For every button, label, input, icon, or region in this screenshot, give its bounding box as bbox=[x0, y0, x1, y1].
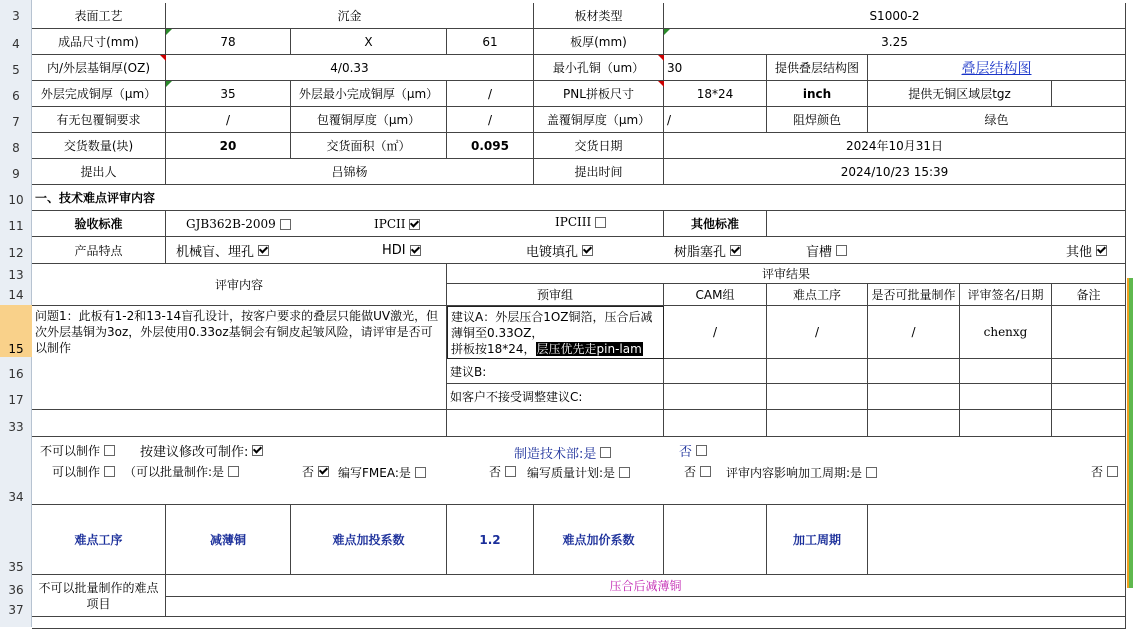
feature-hdi-label: HDI bbox=[382, 242, 406, 258]
row33-cam[interactable] bbox=[664, 410, 767, 437]
cell-area-value[interactable]: 0.095 bbox=[447, 133, 534, 159]
row16-batch[interactable] bbox=[868, 359, 960, 384]
comment-indicator bbox=[664, 29, 670, 35]
row-number[interactable]: 11 bbox=[8, 219, 24, 233]
cell-proposer-label[interactable]: 提出人 bbox=[32, 159, 166, 185]
quality-plan-label: 编写质量计划:是 bbox=[527, 465, 616, 480]
suggestion-a-text: 建议A：外层压合1OZ铜箔，压合后减薄铜至0.33OZ， 拼板按18*24，层压优先走pin-lam bbox=[451, 310, 653, 356]
difficult-process-value[interactable]: / bbox=[767, 306, 868, 359]
batch-yes-label: （可以批量制作:是 bbox=[124, 464, 225, 479]
row16-note[interactable] bbox=[1052, 359, 1126, 384]
cycle-label: 评审内容影响加工周期:是 bbox=[726, 465, 863, 480]
row-number[interactable]: 6 bbox=[12, 89, 20, 103]
factor-cycle-value[interactable] bbox=[868, 505, 1126, 575]
row16-cam[interactable] bbox=[664, 359, 767, 384]
row33-pre[interactable] bbox=[447, 410, 664, 437]
mfg-dept-yes-option[interactable] bbox=[514, 444, 611, 460]
cell-cap-thk-label[interactable]: 盖覆铜厚度（μm） bbox=[534, 107, 664, 133]
feature-mech-label: 机械盲、埋孔 bbox=[176, 244, 255, 260]
row-number[interactable]: 35 bbox=[8, 560, 24, 574]
row33-diff[interactable] bbox=[767, 410, 868, 437]
comment-indicator bbox=[160, 55, 166, 61]
row33-sign[interactable] bbox=[960, 410, 1052, 437]
fmea-no-option[interactable] bbox=[489, 463, 516, 479]
note-value[interactable] bbox=[1052, 306, 1126, 359]
feature-plating-checkbox[interactable] bbox=[582, 245, 593, 256]
mfg-dept-yes-checkbox[interactable] bbox=[600, 447, 611, 458]
col-difficult-process[interactable]: 难点工序 bbox=[767, 284, 868, 306]
row17-batch[interactable] bbox=[868, 384, 960, 410]
cell-base-cu-label[interactable]: 内/外层基铜厚(OZ) bbox=[32, 55, 166, 81]
cell-qty-value[interactable]: 20 bbox=[166, 133, 291, 159]
modify-make-option[interactable] bbox=[140, 442, 263, 458]
comment-indicator bbox=[166, 81, 172, 87]
row-number[interactable]: 9 bbox=[12, 167, 20, 181]
batch-value[interactable]: / bbox=[868, 306, 960, 359]
factor-price-label[interactable]: 难点加价系数 bbox=[534, 505, 664, 575]
comment-indicator bbox=[166, 29, 172, 35]
feature-blind-slot-checkbox[interactable] bbox=[836, 245, 847, 256]
cell-stackup-link[interactable] bbox=[868, 55, 1126, 81]
cell-wrap-thk-value[interactable]: / bbox=[447, 107, 534, 133]
comment-indicator bbox=[658, 55, 664, 61]
gjb-option[interactable] bbox=[186, 216, 291, 232]
feature-resin-checkbox[interactable] bbox=[730, 245, 741, 256]
cell-wrap-req-label[interactable]: 有无包覆铜要求 bbox=[32, 107, 166, 133]
batch-no-label: 否 bbox=[302, 464, 315, 479]
mfg-dept-label: 制造技术部:是 bbox=[514, 446, 597, 462]
col-pre-review[interactable]: 预审组 bbox=[447, 284, 664, 306]
cell-size-width[interactable]: 78 bbox=[166, 29, 291, 55]
cannot-make-option[interactable] bbox=[40, 442, 115, 458]
cycle-no-checkbox[interactable] bbox=[1107, 466, 1118, 477]
feature-other[interactable] bbox=[1066, 242, 1107, 258]
cell-cap-thk-value[interactable]: / bbox=[664, 107, 767, 133]
row-number[interactable]: 4 bbox=[12, 37, 20, 51]
review-content-header[interactable]: 评审内容 bbox=[32, 264, 447, 306]
modify-make-label: 按建议修改可制作: bbox=[140, 444, 249, 460]
factor-diff-proc-label[interactable]: 难点工序 bbox=[32, 505, 166, 575]
col-cam[interactable]: CAM组 bbox=[664, 284, 767, 306]
can-make-option[interactable] bbox=[52, 463, 115, 479]
cell-date-label[interactable]: 交货日期 bbox=[534, 133, 664, 159]
cell-pnl-value[interactable]: 18*24 bbox=[664, 81, 767, 107]
mfg-dept-no-option[interactable] bbox=[679, 442, 707, 458]
cam-value[interactable]: / bbox=[664, 306, 767, 359]
row-number[interactable]: 37 bbox=[8, 603, 24, 617]
batch-yes-option[interactable] bbox=[124, 463, 239, 479]
cycle-yes-checkbox[interactable] bbox=[866, 467, 877, 478]
row16-sign[interactable] bbox=[960, 359, 1052, 384]
quality-plan-no-checkbox[interactable] bbox=[700, 466, 711, 477]
row33-note[interactable] bbox=[1052, 410, 1126, 437]
row-number[interactable]: 34 bbox=[8, 490, 24, 504]
row-number[interactable]: 10 bbox=[8, 193, 24, 207]
row-number[interactable]: 33 bbox=[8, 420, 24, 434]
cannot-make-label: 不可以制作 bbox=[40, 443, 101, 458]
row-number-selected[interactable]: 15 bbox=[0, 305, 32, 357]
batch-yes-checkbox[interactable] bbox=[228, 466, 239, 477]
cell-tgz-value[interactable] bbox=[1052, 81, 1126, 107]
row17-diff[interactable] bbox=[767, 384, 868, 410]
cell-area-label[interactable]: 交货面积（㎡） bbox=[291, 133, 447, 159]
fmea-no-checkbox[interactable] bbox=[505, 466, 516, 477]
can-make-checkbox[interactable] bbox=[104, 466, 115, 477]
cell-other-standard[interactable]: 其他标准 bbox=[664, 211, 767, 237]
cell-qty-label[interactable]: 交货数量(块) bbox=[32, 133, 166, 159]
cell-outer-min-label[interactable]: 外层最小完成铜厚（μm） bbox=[291, 81, 447, 107]
cycle-yes-option[interactable] bbox=[726, 464, 877, 480]
batch-items-label[interactable]: 不可以批量制作的难点项目 bbox=[32, 575, 166, 617]
feature-hdi-checkbox[interactable] bbox=[410, 245, 421, 256]
fmea-label: 编写FMEA:是 bbox=[338, 465, 411, 480]
sign-value[interactable]: chenxg bbox=[960, 306, 1052, 359]
cell-time-value[interactable]: 2024/10/23 15:39 bbox=[664, 159, 1126, 185]
cell-pnl-unit[interactable]: inch bbox=[767, 81, 868, 107]
row38-partial[interactable] bbox=[32, 617, 1126, 629]
cell-wrap-req-value[interactable]: / bbox=[166, 107, 291, 133]
stackup-link[interactable]: 叠层结构图 bbox=[961, 60, 1032, 77]
row37-value[interactable] bbox=[166, 597, 1126, 617]
cell-time-label[interactable]: 提出时间 bbox=[534, 159, 664, 185]
feature-resin[interactable] bbox=[674, 242, 741, 258]
cell-tgz-label[interactable]: 提供无铜区域层tgz bbox=[868, 81, 1052, 107]
row-number[interactable]: 36 bbox=[8, 583, 24, 597]
ipc2-checkbox[interactable] bbox=[409, 219, 420, 230]
cycle-no-label: 否 bbox=[1091, 464, 1104, 479]
row16-diff[interactable] bbox=[767, 359, 868, 384]
fmea-yes-checkbox[interactable] bbox=[415, 467, 426, 478]
row-number[interactable]: 17 bbox=[8, 393, 24, 407]
feature-other-checkbox[interactable] bbox=[1096, 245, 1107, 256]
feature-plating[interactable] bbox=[526, 242, 593, 258]
row-number[interactable]: 5 bbox=[12, 63, 20, 77]
ipc2-label: IPCII bbox=[374, 217, 406, 231]
mfg-dept-no-checkbox[interactable] bbox=[696, 445, 707, 456]
factor-add-value[interactable]: 1.2 bbox=[447, 505, 534, 575]
factor-add-label[interactable]: 难点加投系数 bbox=[291, 505, 447, 575]
row-number[interactable]: 12 bbox=[8, 246, 24, 260]
cell-stackup-label[interactable]: 提供叠层结构图 bbox=[767, 55, 868, 81]
cell-board-type-label[interactable]: 板材类型 bbox=[534, 3, 664, 29]
suggestion-c-cell[interactable]: 如客户不接受调整建议C: bbox=[447, 384, 664, 410]
can-make-label: 可以制作 bbox=[52, 464, 101, 479]
cell-feature-label[interactable]: 产品特点 bbox=[32, 237, 166, 264]
factor-thinning[interactable]: 减薄铜 bbox=[166, 505, 291, 575]
cell-thickness-value[interactable]: 3.25 bbox=[664, 29, 1126, 55]
feature-mech[interactable] bbox=[176, 242, 269, 258]
cell-mask-value[interactable]: 绿色 bbox=[868, 107, 1126, 133]
feature-hdi[interactable] bbox=[382, 242, 421, 258]
quality-plan-no-label: 否 bbox=[684, 464, 697, 479]
factor-cycle-label[interactable]: 加工周期 bbox=[767, 505, 868, 575]
col-batch[interactable]: 是否可批量制作 bbox=[868, 284, 960, 306]
quality-plan-yes-checkbox[interactable] bbox=[619, 467, 630, 478]
cell-outer-cu-label[interactable]: 外层完成铜厚（μm） bbox=[32, 81, 166, 107]
factor-price-value[interactable] bbox=[664, 505, 767, 575]
batch-no-option[interactable] bbox=[302, 463, 329, 479]
cell-features[interactable] bbox=[166, 237, 1126, 264]
cell-outer-min-value[interactable]: / bbox=[447, 81, 534, 107]
cell-size-label[interactable]: 成品尺寸(mm) bbox=[32, 29, 166, 55]
mfg-dept-no-label: 否 bbox=[679, 444, 693, 460]
quality-plan-no-option[interactable] bbox=[684, 463, 711, 479]
comment-indicator bbox=[658, 81, 664, 87]
ipc3-label: IPCIII bbox=[555, 215, 592, 229]
row-number[interactable]: 8 bbox=[12, 141, 20, 155]
cell-size-x[interactable]: X bbox=[291, 29, 447, 55]
question-cell[interactable]: 问题1：此板有1-2和13-14盲孔设计，按客户要求的叠层只能做UV激光，但次外层基铜为3oz，外层使用0.33oz基铜会有铜皮起皱风险，请评审是否可以制作 bbox=[32, 306, 447, 410]
gjb-label: GJB362B-2009 bbox=[186, 217, 276, 231]
feature-blind-slot-label: 盲槽 bbox=[806, 244, 833, 260]
gjb-checkbox[interactable] bbox=[280, 219, 291, 230]
feature-blind-slot[interactable] bbox=[806, 242, 847, 258]
feature-resin-label: 树脂塞孔 bbox=[674, 244, 727, 260]
cannot-make-checkbox[interactable] bbox=[104, 445, 115, 456]
cell-mask-label[interactable]: 阻焊颜色 bbox=[767, 107, 868, 133]
section-title[interactable]: 一、技术难点评审内容 bbox=[32, 185, 1126, 211]
cell-date-value[interactable]: 2024年10月31日 bbox=[664, 133, 1126, 159]
cell-board-type-value[interactable]: S1000-2 bbox=[664, 3, 1126, 29]
row-number[interactable]: 14 bbox=[8, 288, 24, 302]
cell-surface-label[interactable]: 表面工艺 bbox=[32, 3, 166, 29]
feature-mech-checkbox[interactable] bbox=[258, 245, 269, 256]
row17-note[interactable] bbox=[1052, 384, 1126, 410]
cell-size-height[interactable]: 61 bbox=[447, 29, 534, 55]
row-number[interactable]: 16 bbox=[8, 367, 24, 381]
suggestion-a-cell[interactable] bbox=[447, 306, 664, 359]
row33-left[interactable] bbox=[32, 410, 447, 437]
feature-plating-label: 电镀填孔 bbox=[526, 244, 579, 260]
suggestion-b-cell[interactable]: 建议B: bbox=[447, 359, 664, 384]
ipc2-option[interactable] bbox=[374, 216, 420, 232]
fmea-yes-option[interactable] bbox=[338, 464, 426, 480]
cell-base-cu-value[interactable]: 4/0.33 bbox=[166, 55, 534, 81]
cell-other-standard-value[interactable] bbox=[767, 211, 1126, 237]
right-edge-marker bbox=[1129, 278, 1133, 588]
col-note[interactable]: 备注 bbox=[1052, 284, 1126, 306]
cycle-no-option[interactable] bbox=[1091, 463, 1118, 479]
row17-cam[interactable] bbox=[664, 384, 767, 410]
batch-no-checkbox[interactable] bbox=[318, 466, 329, 477]
row33-batch[interactable] bbox=[868, 410, 960, 437]
quality-plan-yes-option[interactable] bbox=[527, 464, 630, 480]
cell-thickness-label[interactable]: 板厚(mm) bbox=[534, 29, 664, 55]
cell-surface-value[interactable]: 沉金 bbox=[166, 3, 534, 29]
cell-standard-label[interactable]: 验收标准 bbox=[32, 211, 166, 237]
cell-proposer-value[interactable]: 吕锦杨 bbox=[166, 159, 534, 185]
cell-outer-cu-value[interactable]: 35 bbox=[166, 81, 291, 107]
ipc3-checkbox[interactable] bbox=[595, 217, 606, 228]
cell-wrap-thk-label[interactable]: 包覆铜厚度（μm） bbox=[291, 107, 447, 133]
review-result-header[interactable]: 评审结果 bbox=[447, 264, 1126, 284]
row17-sign[interactable] bbox=[960, 384, 1052, 410]
row-number[interactable]: 7 bbox=[12, 115, 20, 129]
cell-pnl-label[interactable]: PNL拼板尺寸 bbox=[534, 81, 664, 107]
cell-min-hole-value[interactable]: 30 bbox=[664, 55, 767, 81]
fmea-no-label: 否 bbox=[489, 464, 502, 479]
suggestion-a-highlight: 层压优先走pin-lam bbox=[536, 342, 642, 356]
ipc3-option[interactable] bbox=[555, 214, 606, 230]
batch-items-value[interactable]: 压合后减薄铜 bbox=[166, 575, 1126, 597]
right-edge-marker bbox=[1127, 278, 1129, 588]
row-number[interactable]: 3 bbox=[12, 9, 20, 23]
modify-make-checkbox[interactable] bbox=[252, 445, 263, 456]
row-number[interactable]: 13 bbox=[8, 268, 24, 282]
col-sign-date[interactable]: 评审签名/日期 bbox=[960, 284, 1052, 306]
feature-other-label: 其他 bbox=[1066, 244, 1093, 260]
cell-min-hole-label[interactable]: 最小孔铜（um） bbox=[534, 55, 664, 81]
